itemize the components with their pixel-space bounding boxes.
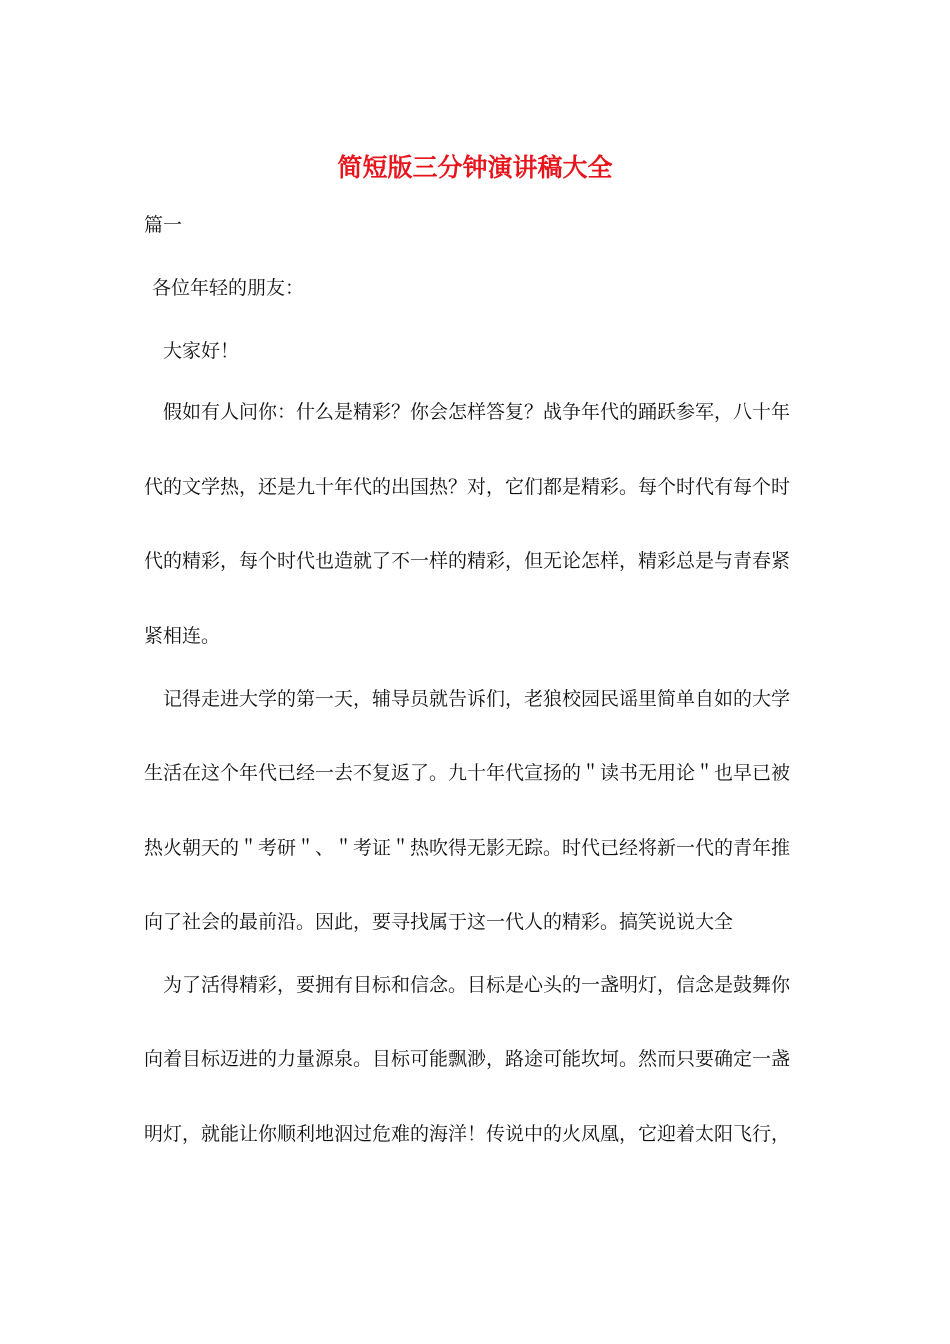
section-heading: 篇一: [144, 214, 183, 236]
paragraph-line: 向了社会的最前沿。因此，要寻找属于这一代人的精彩。搞笑说说大全: [144, 911, 734, 933]
paragraph-line: 热火朝天的＂考研＂、＂考证＂热吹得无影无踪。时代已经将新一代的青年推: [144, 837, 791, 859]
paragraph-line: 代的文学热，还是九十年代的出国热？对，它们都是精彩。每个时代有每个时: [144, 476, 791, 498]
paragraph-line: 为了活得精彩，要拥有目标和信念。目标是心头的一盏明灯，信念是鼓舞你: [163, 974, 791, 996]
paragraph-line: 假如有人问你：什么是精彩？你会怎样答复？战争年代的踊跃参军，八十年: [163, 401, 791, 423]
paragraph-line: 明灯，就能让你顺利地泅过危难的海洋！传说中的火凤凰，它迎着太阳飞行，: [144, 1123, 791, 1145]
paragraph-line: 生活在这个年代已经一去不复返了。九十年代宣扬的＂读书无用论＂也早已被: [144, 762, 791, 784]
paragraph-line: 紧相连。: [144, 625, 221, 647]
paragraph-line: 代的精彩，每个时代也造就了不一样的精彩，但无论怎样，精彩总是与青春紧: [144, 550, 791, 572]
paragraph-line: 向着目标迈进的力量源泉。目标可能飘渺，路途可能坎坷。然而只要确定一盏: [144, 1048, 791, 1070]
greeting-line: 大家好！: [163, 340, 240, 362]
document-title: 简短版三分钟演讲稿大全: [337, 153, 613, 182]
paragraph-line: 记得走进大学的第一天，辅导员就告诉们，老狼校园民谣里简单自如的大学: [163, 688, 791, 710]
salutation-line: 各位年轻的朋友：: [152, 277, 305, 299]
